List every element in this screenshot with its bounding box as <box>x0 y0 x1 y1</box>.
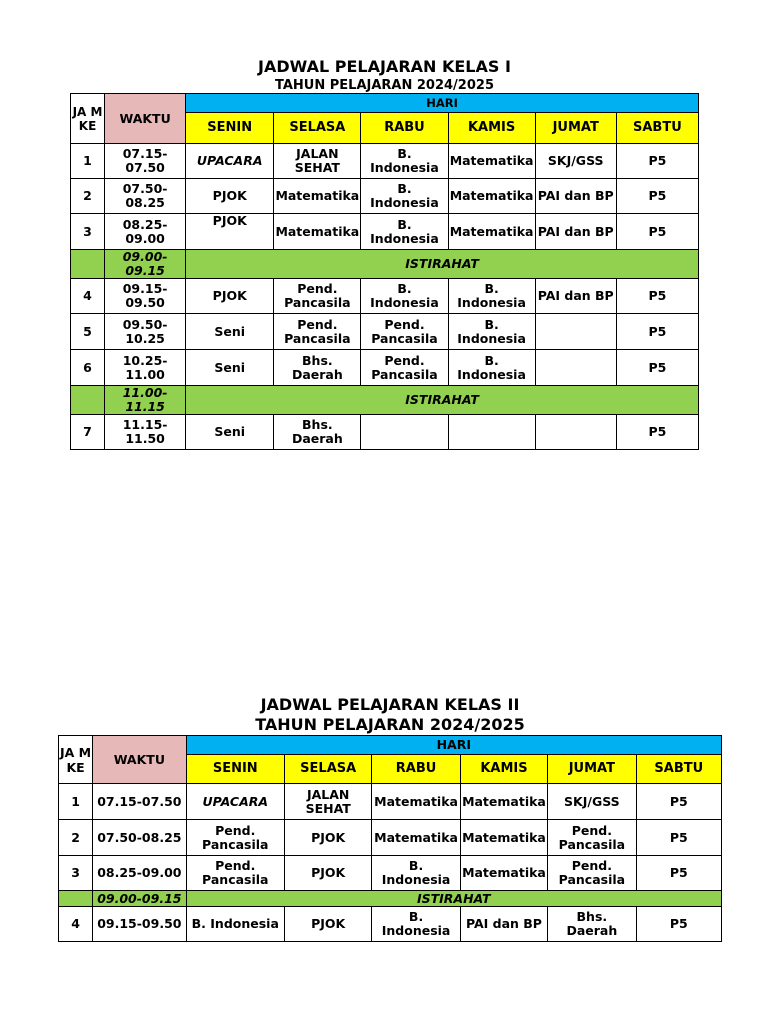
subject-cell <box>448 415 535 450</box>
subject-cell: Pend. Pancasila <box>274 314 361 350</box>
subject-cell: PAI dan BP <box>460 907 547 942</box>
subject-cell: JALAN SEHAT <box>274 144 361 179</box>
subject-cell: B. Indonesia <box>361 214 448 250</box>
jam-cell: 5 <box>71 314 105 350</box>
subject-cell: SKJ/GSS <box>535 144 616 179</box>
subject-cell: SKJ/GSS <box>548 784 636 820</box>
schedule-title: JADWAL PELAJARAN KELAS I <box>258 57 511 76</box>
subject-cell: Matematika <box>274 179 361 214</box>
schedule-title: JADWAL PELAJARAN KELAS II <box>260 695 520 714</box>
table-row <box>59 820 722 856</box>
jam-cell: 1 <box>59 784 93 820</box>
jam-cell: 2 <box>71 179 105 214</box>
subject-cell: PJOK <box>284 907 371 942</box>
header-day: SELASA <box>274 113 361 144</box>
break-jam-cell <box>59 891 93 907</box>
subject-cell: Pend. Pancasila <box>186 856 284 891</box>
subject-cell: Bhs. Daerah <box>274 350 361 386</box>
subject-cell: P5 <box>616 415 698 450</box>
break-label: ISTIRAHAT <box>186 891 721 907</box>
header-day: RABU <box>361 113 448 144</box>
jam-cell: 1 <box>71 144 105 179</box>
break-jam-cell <box>71 250 105 279</box>
subject-cell: Matematika <box>460 784 547 820</box>
jam-cell: 3 <box>59 856 93 891</box>
subject-cell: B. Indonesia <box>361 279 448 314</box>
break-row <box>59 891 722 907</box>
table-row <box>59 856 722 891</box>
subject-cell: Matematika <box>274 214 361 250</box>
subject-cell: Matematika <box>448 214 535 250</box>
waktu-cell: 08.25-09.00 <box>93 856 186 891</box>
subject-cell: Pend. Pancasila <box>548 820 636 856</box>
table-row <box>59 784 722 820</box>
subject-cell <box>361 415 448 450</box>
table-row <box>71 179 699 214</box>
schedule-kelas-1 <box>70 56 699 450</box>
subject-cell: B. Indonesia <box>361 144 448 179</box>
header-jam-ke: JA M KE <box>71 94 105 144</box>
break-waktu-cell: 11.00-11.15 <box>105 386 186 415</box>
subject-cell: Matematika <box>460 856 547 891</box>
break-waktu-cell: 09.00-09.15 <box>105 250 186 279</box>
header-jam-ke: JA M KE <box>59 736 93 784</box>
waktu-cell: 09.50-10.25 <box>105 314 186 350</box>
subject-cell: B. Indonesia <box>448 314 535 350</box>
header-waktu: WAKTU <box>105 94 186 144</box>
jam-cell: 6 <box>71 350 105 386</box>
table-row <box>71 214 699 250</box>
subject-cell: P5 <box>616 214 698 250</box>
header-hari: HARI <box>186 94 699 113</box>
subject-cell: P5 <box>616 350 698 386</box>
subject-cell: P5 <box>636 820 721 856</box>
waktu-cell: 07.50-08.25 <box>105 179 186 214</box>
subject-cell: UPACARA <box>186 784 284 820</box>
subject-cell: Pend. Pancasila <box>548 856 636 891</box>
subject-cell: Pend. Pancasila <box>361 350 448 386</box>
subject-cell: Seni <box>186 314 274 350</box>
table-row <box>71 314 699 350</box>
header-day: KAMIS <box>448 113 535 144</box>
subject-cell: PAI dan BP <box>535 279 616 314</box>
subject-cell: Pend. Pancasila <box>361 314 448 350</box>
subject-cell: P5 <box>636 784 721 820</box>
subject-cell: Seni <box>186 415 274 450</box>
table-row <box>71 144 699 179</box>
subject-cell: PAI dan BP <box>535 179 616 214</box>
subject-cell: PJOK <box>284 820 371 856</box>
subject-cell: P5 <box>616 314 698 350</box>
header-day: SENIN <box>186 113 274 144</box>
table-row <box>71 350 699 386</box>
subject-cell <box>535 314 616 350</box>
break-row <box>71 250 699 279</box>
waktu-cell: 09.15-09.50 <box>105 279 186 314</box>
subject-cell: B. Indonesia <box>361 179 448 214</box>
subject-cell: Matematika <box>460 820 547 856</box>
header-day: SENIN <box>186 755 284 784</box>
subject-cell <box>535 350 616 386</box>
subject-cell: PJOK <box>284 856 371 891</box>
subject-cell: Pend. Pancasila <box>274 279 361 314</box>
subject-cell: PJOK <box>186 279 274 314</box>
header-day: JUMAT <box>548 755 636 784</box>
header-day: SABTU <box>636 755 721 784</box>
jam-cell: 4 <box>71 279 105 314</box>
subject-cell: P5 <box>616 144 698 179</box>
waktu-cell: 09.15-09.50 <box>93 907 186 942</box>
jam-cell: 2 <box>59 820 93 856</box>
subject-cell: Matematika <box>448 179 535 214</box>
subject-cell: Bhs. Daerah <box>548 907 636 942</box>
break-row <box>71 386 699 415</box>
table-row <box>59 907 722 942</box>
subject-cell: JALAN SEHAT <box>284 784 371 820</box>
jam-cell: 4 <box>59 907 93 942</box>
waktu-cell: 07.15-07.50 <box>105 144 186 179</box>
subject-cell: P5 <box>636 907 721 942</box>
subject-cell: B. Indonesia <box>448 279 535 314</box>
jam-cell: 3 <box>71 214 105 250</box>
schedule-table <box>70 93 699 450</box>
table-row <box>71 279 699 314</box>
subject-cell <box>535 415 616 450</box>
header-day: JUMAT <box>535 113 616 144</box>
jam-cell: 7 <box>71 415 105 450</box>
header-day: KAMIS <box>460 755 547 784</box>
subject-cell: UPACARA <box>186 144 274 179</box>
subject-cell: PJOK <box>186 214 274 250</box>
header-day: RABU <box>372 755 460 784</box>
header-day: SABTU <box>616 113 698 144</box>
subject-cell: P5 <box>616 179 698 214</box>
schedule-subtitle: TAHUN PELAJARAN 2024/2025 <box>274 78 494 93</box>
subject-cell: Bhs. Daerah <box>274 415 361 450</box>
header-waktu: WAKTU <box>93 736 186 784</box>
subject-cell: B. Indonesia <box>448 350 535 386</box>
table-row <box>71 415 699 450</box>
break-jam-cell <box>71 386 105 415</box>
waktu-cell: 07.50-08.25 <box>93 820 186 856</box>
subject-cell: B. Indonesia <box>372 856 460 891</box>
schedule-subtitle: TAHUN PELAJARAN 2024/2025 <box>255 715 525 734</box>
header-day: SELASA <box>284 755 371 784</box>
subject-cell: B. Indonesia <box>186 907 284 942</box>
subject-cell: B. Indonesia <box>372 907 460 942</box>
subject-cell: PJOK <box>186 179 274 214</box>
waktu-cell: 11.15-11.50 <box>105 415 186 450</box>
waktu-cell: 08.25-09.00 <box>105 214 186 250</box>
subject-cell: Pend. Pancasila <box>186 820 284 856</box>
subject-cell: Matematika <box>448 144 535 179</box>
header-hari: HARI <box>186 736 721 755</box>
waktu-cell: 07.15-07.50 <box>93 784 186 820</box>
waktu-cell: 10.25-11.00 <box>105 350 186 386</box>
break-waktu-cell: 09.00-09.15 <box>93 891 186 907</box>
subject-cell: P5 <box>616 279 698 314</box>
subject-cell: P5 <box>636 856 721 891</box>
subject-cell: Matematika <box>372 784 460 820</box>
subject-cell: Matematika <box>372 820 460 856</box>
schedule-kelas-2 <box>58 695 722 942</box>
subject-cell: Seni <box>186 350 274 386</box>
break-label: ISTIRAHAT <box>186 250 699 279</box>
schedule-table <box>58 735 722 942</box>
break-label: ISTIRAHAT <box>186 386 699 415</box>
subject-cell: PAI dan BP <box>535 214 616 250</box>
